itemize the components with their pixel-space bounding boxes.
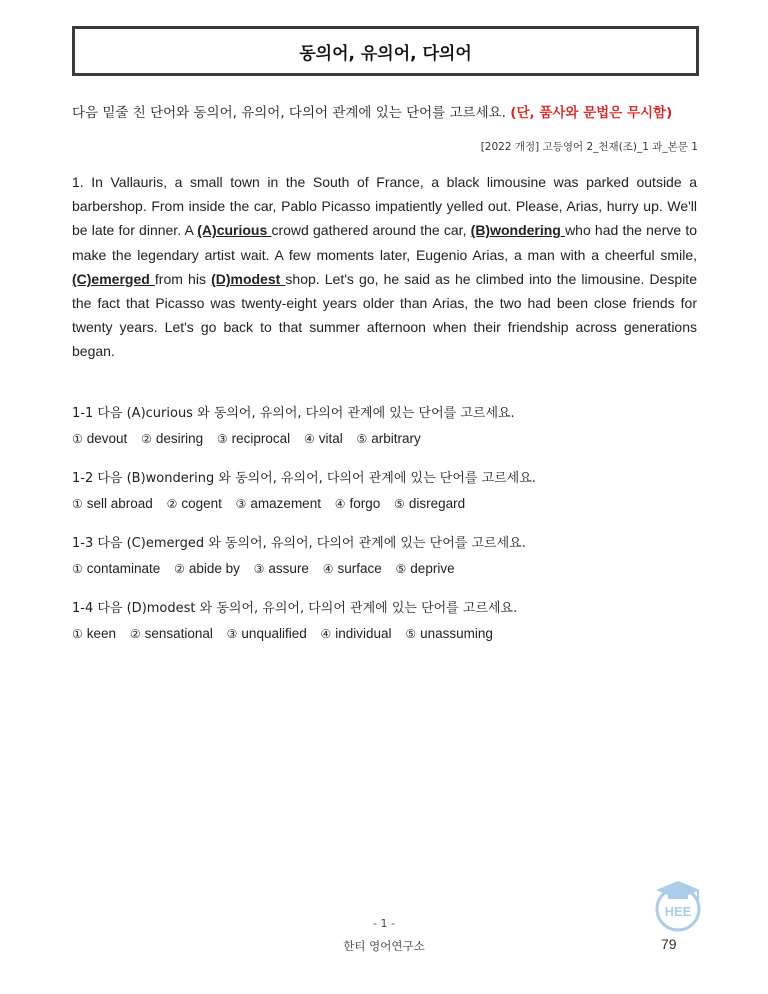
option-label: vital [318,431,343,446]
passage-text: shop. Let's go, he said as he climbed into the limousine. Despite the fact that Picasso was twenty-eight years older than Arias, the two had been close friends for twenty years. Let's go back to that summer afternoon when their friendship across generations began. [72,270,697,360]
option-number: ① [72,497,83,511]
option-number: ③ [226,627,238,641]
source-label: [2022 개정] 고등영어 2_천재(조)_1 과_본문 1 [480,141,698,153]
page-title: 동의어, 유의어, 다의어 [299,43,472,64]
footer-institute: 한티 영어연구소 [343,939,425,953]
option-2[interactable] [141,431,203,446]
highlight-d: (D)modest [211,270,286,287]
option-5[interactable] [405,626,493,641]
option-label: disregard [408,496,466,511]
option-label: reciprocal [231,431,291,446]
passage-text: crowd gathered around the car, [271,222,471,239]
option-label: surface [337,561,382,576]
question-1-2 [72,467,536,511]
option-label: contaminate [86,561,161,576]
footer-page-indicator: - 1 - [373,917,395,930]
page-number: 79 [661,936,677,952]
option-5[interactable] [396,561,455,576]
question-text: 1-1 다음 (A)curious 와 동의어, 유의어, 다의어 관계에 있는 단어를 고르세요. [72,406,515,421]
passage-text: from his [154,270,212,287]
option-5[interactable] [394,496,465,511]
option-number: ④ [322,562,334,576]
option-label: forgo [349,496,381,511]
option-2[interactable] [130,626,213,641]
passage [72,170,697,364]
instruction-text: 다음 밑줄 친 단어와 동의어, 유의어, 다의어 관계에 있는 단어를 고르세요. [72,105,506,121]
option-number: ④ [320,627,332,641]
option-label: unassuming [420,626,493,641]
option-4[interactable] [323,561,382,576]
option-label: arbitrary [371,431,421,446]
option-3[interactable] [236,496,321,511]
option-number: ⑤ [394,497,405,511]
option-1[interactable] [72,431,127,446]
option-label: sell abroad [86,496,153,511]
option-number: ② [174,562,185,576]
option-label: deprive [410,561,455,576]
passage-text: 1. In Vallauris, a small town in the South of France, a black limousine was parked outside a barbershop. From inside the car, Pablo Picasso impatiently yelled out. Please, Arias, hurry up. We'll be late for dinner. A [72,174,697,239]
question-text: 1-3 다음 (C)emerged 와 동의어, 유의어, 다의어 관계에 있는 단어를 고르세요. [72,536,526,551]
option-1[interactable] [72,496,153,511]
option-number: ④ [334,497,346,511]
question-text: 1-4 다음 (D)modest 와 동의어, 유의어, 다의어 관계에 있는 단어를 고르세요. [72,601,518,616]
option-3[interactable] [254,561,309,576]
highlight-a: (A)curious [197,222,272,239]
passage-text: who had the nerve to make the legendary artist wait. A few moments later, Eugenio Arias, a man with a cheerful smile, [72,222,698,263]
question-1-3 [72,532,526,576]
option-label: individual [335,626,392,641]
option-1[interactable] [72,561,160,576]
option-2[interactable] [167,496,222,511]
option-label: sensational [144,626,213,641]
option-number: ② [141,432,152,446]
option-number: ⑤ [356,432,368,446]
option-label: assure [268,561,309,576]
instruction [72,101,712,121]
option-label: desiring [155,431,204,446]
logo-text: HEE [664,904,692,919]
option-number: ① [72,432,83,446]
option-label: cogent [181,496,222,511]
option-number: ⑤ [395,562,407,576]
instruction-note: (단, 품사와 문법은 무시함) [510,105,673,121]
options [72,431,515,446]
option-1[interactable] [72,626,116,641]
option-label: unqualified [241,626,307,641]
option-number: ⑤ [405,627,417,641]
option-number: ③ [235,497,247,511]
option-number: ③ [216,432,228,446]
option-label: keen [86,626,117,641]
option-label: amazement [250,496,321,511]
title-box [72,26,699,76]
option-4[interactable] [304,431,343,446]
option-label: abide by [188,561,240,576]
option-4[interactable] [335,496,381,511]
question-1-4 [72,597,517,641]
option-2[interactable] [174,561,240,576]
options [72,626,517,641]
option-3[interactable] [217,431,290,446]
option-label: devout [86,431,128,446]
option-3[interactable] [227,626,307,641]
option-number: ③ [253,562,265,576]
option-number: ② [129,627,141,641]
option-5[interactable] [357,431,421,446]
options [72,561,526,576]
options [72,496,536,511]
option-4[interactable] [321,626,392,641]
question-1-1 [72,402,515,446]
option-number: ① [72,627,83,641]
option-number: ① [72,562,83,576]
highlight-c: (C)emerged [72,270,155,287]
option-number: ④ [303,432,315,446]
highlight-b: (B)wondering [470,222,566,239]
question-text: 1-2 다음 (B)wondering 와 동의어, 유의어, 다의어 관계에 있는 단어를 고르세요. [72,471,536,486]
option-number: ② [166,497,178,511]
